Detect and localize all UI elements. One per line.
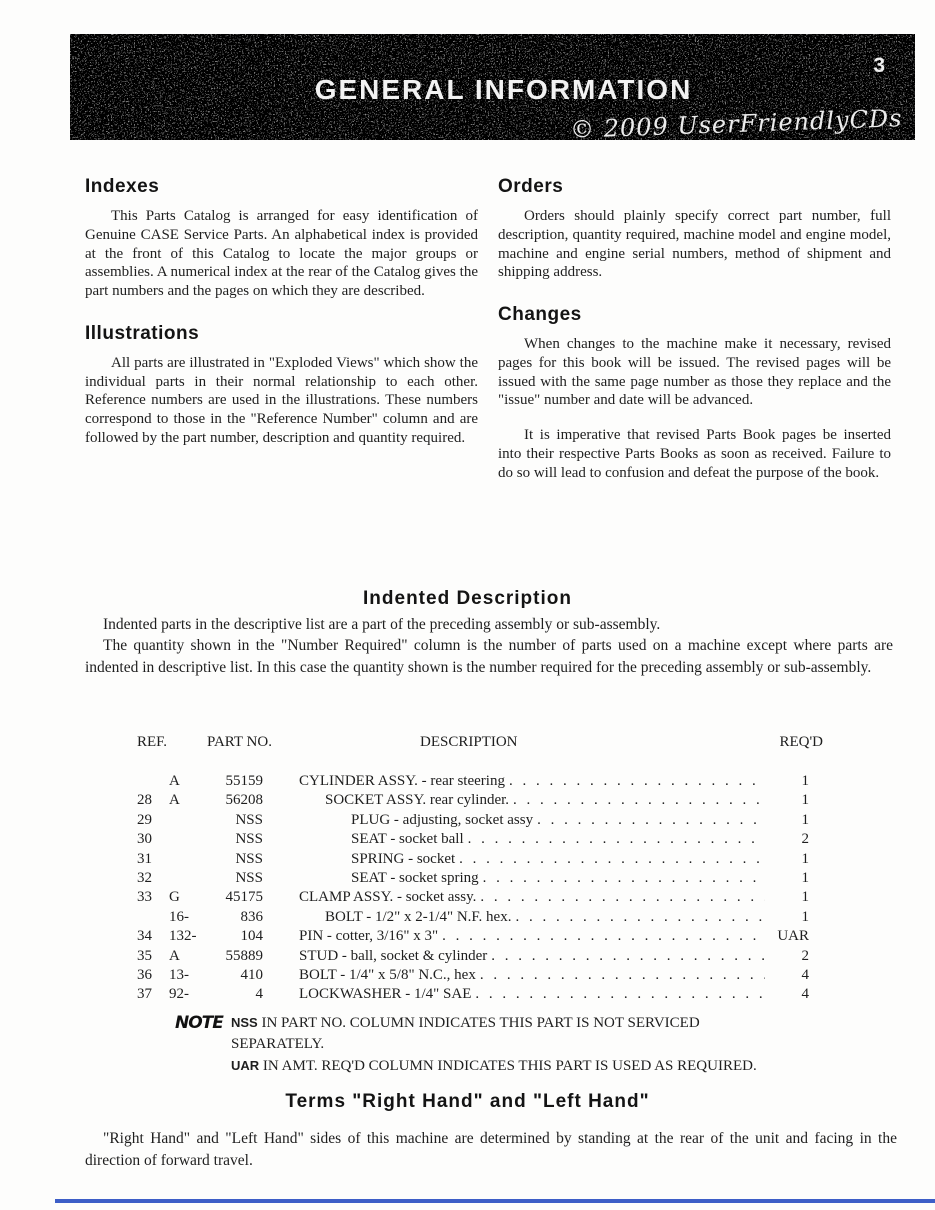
qty-cell: 1 [801,811,809,828]
dot-leader [491,947,765,966]
table-row [133,830,825,849]
ref-cell: 32 [137,870,152,887]
dot-leader [515,908,765,927]
dot-leader [442,927,765,946]
description-cell: CLAMP ASSY. - socket assy. [299,889,477,906]
qty-cell: 1 [801,850,809,867]
description-cell: CYLINDER ASSY. - rear steering [299,773,505,789]
indexes-body: This Parts Catalog is arranged for easy identification of Genuine CASE Service Parts. An alphabetical index is provided at the front of this Catalog to locate the major groups or assemblies. A numerical index at the rear of the Catalog gives the part numbers and the pages on which they are described. [85,208,478,299]
ref-cell: 28 [137,792,152,809]
table-row [133,947,825,966]
description-cell: SOCKET ASSY. rear cylinder. [325,792,510,809]
part-number-cell: NSS [235,850,263,867]
note-label: NOTE [175,1013,223,1033]
dot-leader [483,869,765,888]
part-prefix-cell: A [169,947,180,964]
description-cell: SEAT - socket ball [351,831,464,848]
part-number-cell: 55889 [225,947,263,964]
two-column-area [85,176,891,482]
note-block [175,1013,795,1077]
copyright-watermark: © 2009 UserFriendlyCDs [570,104,904,144]
ref-cell: 35 [137,947,152,964]
table-row [133,850,825,869]
dot-leader [513,791,765,810]
qty-cell: 1 [801,870,809,887]
parts-table-body [133,772,825,1005]
header-band [70,34,915,144]
part-prefix-cell: A [169,773,180,789]
description-cell: SEAT - socket spring [351,870,479,887]
part-number-cell: 4 [255,986,263,1003]
table-row [133,966,825,985]
indented-description-heading: Indented Description [363,588,572,609]
qty-cell: 1 [801,773,809,789]
part-number-cell: NSS [235,870,263,887]
part-number-cell: 55159 [225,773,263,789]
part-prefix-cell: 13- [169,967,189,984]
dot-leader [480,888,765,907]
part-prefix-cell: A [169,792,180,809]
page-title: GENERAL INFORMATION [314,74,693,105]
note-term-nss: NSS [231,1015,258,1030]
table-row [133,772,825,791]
part-number-cell: 45175 [225,889,263,906]
qty-cell: 1 [801,908,809,925]
table-row [133,927,825,946]
table-row [133,869,825,888]
bottom-scan-line [55,1199,935,1203]
qty-cell: 1 [801,792,809,809]
ref-cell: 31 [137,850,152,867]
part-prefix-cell: 132- [169,928,197,945]
description-cell: BOLT - 1/2" x 2-1/4" N.F. hex. [325,908,512,925]
description-cell: PIN - cotter, 3/16" x 3" [299,928,439,945]
changes-heading: Changes [498,304,582,325]
note-item-nss [231,1013,771,1056]
table-row [133,791,825,810]
table-row [133,811,825,830]
description-cell: BOLT - 1/4" x 5/8" N.C., hex [299,967,476,984]
part-number-cell: NSS [235,831,263,848]
qty-cell: 1 [801,889,809,906]
qty-cell: 4 [801,967,809,984]
orders-heading: Orders [498,176,564,197]
part-number-cell: 104 [240,928,263,945]
part-number-cell: 836 [240,908,263,925]
part-number-cell: NSS [235,811,263,828]
part-prefix-cell: G [169,889,180,906]
qty-cell: 4 [801,986,809,1003]
table-row [133,985,825,1004]
qty-cell: 2 [801,831,809,848]
description-cell: STUD - ball, socket & cylinder [299,947,488,964]
description-cell: SPRING - socket [351,850,456,867]
part-number-cell: 56208 [225,792,263,809]
ref-cell: 30 [137,831,152,848]
dot-leader [468,830,765,849]
ref-column-header: REF. [137,734,168,750]
part-prefix-cell: 92- [169,986,189,1003]
ref-cell: 33 [137,889,152,906]
dot-leader [509,772,765,791]
right-column [498,176,891,482]
left-column [85,176,478,482]
indented-description-paragraph-2: The quantity shown in the "Number Required" column is the number of parts used on a machine except where parts are indented in descriptive list. In this case the quantity shown is the number required for the preceding assembly or sub-assembly. [85,637,893,676]
note-text-uar: IN AMT. REQ'D COLUMN INDICATES THIS PART IS USED AS REQUIRED. [262,1057,757,1074]
page-number: 3 [873,54,885,77]
note-text-nss: IN PART NO. COLUMN INDICATES THIS PART IS NOT SERVICED SEPARATELY. [231,1015,700,1053]
ref-cell: 36 [137,967,152,984]
note-item-uar [231,1056,771,1077]
dot-leader [480,966,765,985]
illustrations-heading: Illustrations [85,322,200,344]
indented-description-paragraph-1: Indented parts in the descriptive list are a part of the preceding assembly or sub-assembly. [103,616,661,633]
note-term-uar: UAR [231,1057,260,1073]
description-cell: PLUG - adjusting, socket assy [351,811,534,828]
description-column-header: DESCRIPTION [420,734,518,750]
changes-body-2: It is imperative that revised Parts Book pages be inserted into their respective Parts Books as soon as received. Failure to do so will lead to confusion and defeat the purpose of the book. [498,427,891,481]
parts-table-header [133,734,825,752]
ref-cell: 37 [137,986,152,1003]
dot-leader [537,811,765,830]
parts-table [133,734,825,1005]
reqd-column-header: REQ'D [779,734,823,750]
note-body [231,1013,771,1077]
table-row [133,908,825,927]
table-row [133,888,825,907]
illustrations-body: All parts are illustrated in "Exploded Views" which show the individual parts in their normal relationship to each other. Reference numbers are used in the illustrations. These numbers correspond to those in the "Reference Number" column and are followed by the part number, description and quantity required. [85,354,478,446]
dot-leader [475,985,765,1004]
description-cell: LOCKWASHER - 1/4" SAE [299,986,472,1003]
ref-cell: 29 [137,811,152,828]
dot-leader [459,850,765,869]
terms-body: "Right Hand" and "Left Hand" sides of this machine are determined by standing at the rear of the unit and facing in the direction of forward travel. [85,1130,897,1169]
qty-cell: UAR [777,928,809,945]
qty-cell: 2 [801,947,809,964]
orders-body: Orders should plainly specify correct part number, full description, quantity required, machine model and engine model, machine and engine serial numbers, method of shipment and shipping address. [498,208,891,281]
indented-description-body [85,614,893,678]
part-number-cell: 410 [240,967,263,984]
indexes-heading: Indexes [85,176,160,197]
changes-body-1: When changes to the machine make it necessary, revised pages for this book will be issued. The revised pages will be issued with the same page number as those they replace and the "issue" number and date will be advanced. [498,336,891,409]
part-no-column-header: PART NO. [207,734,272,750]
terms-heading: Terms "Right Hand" and "Left Hand" [285,1091,650,1112]
part-prefix-cell: 16- [169,908,189,925]
ref-cell: 34 [137,928,152,945]
